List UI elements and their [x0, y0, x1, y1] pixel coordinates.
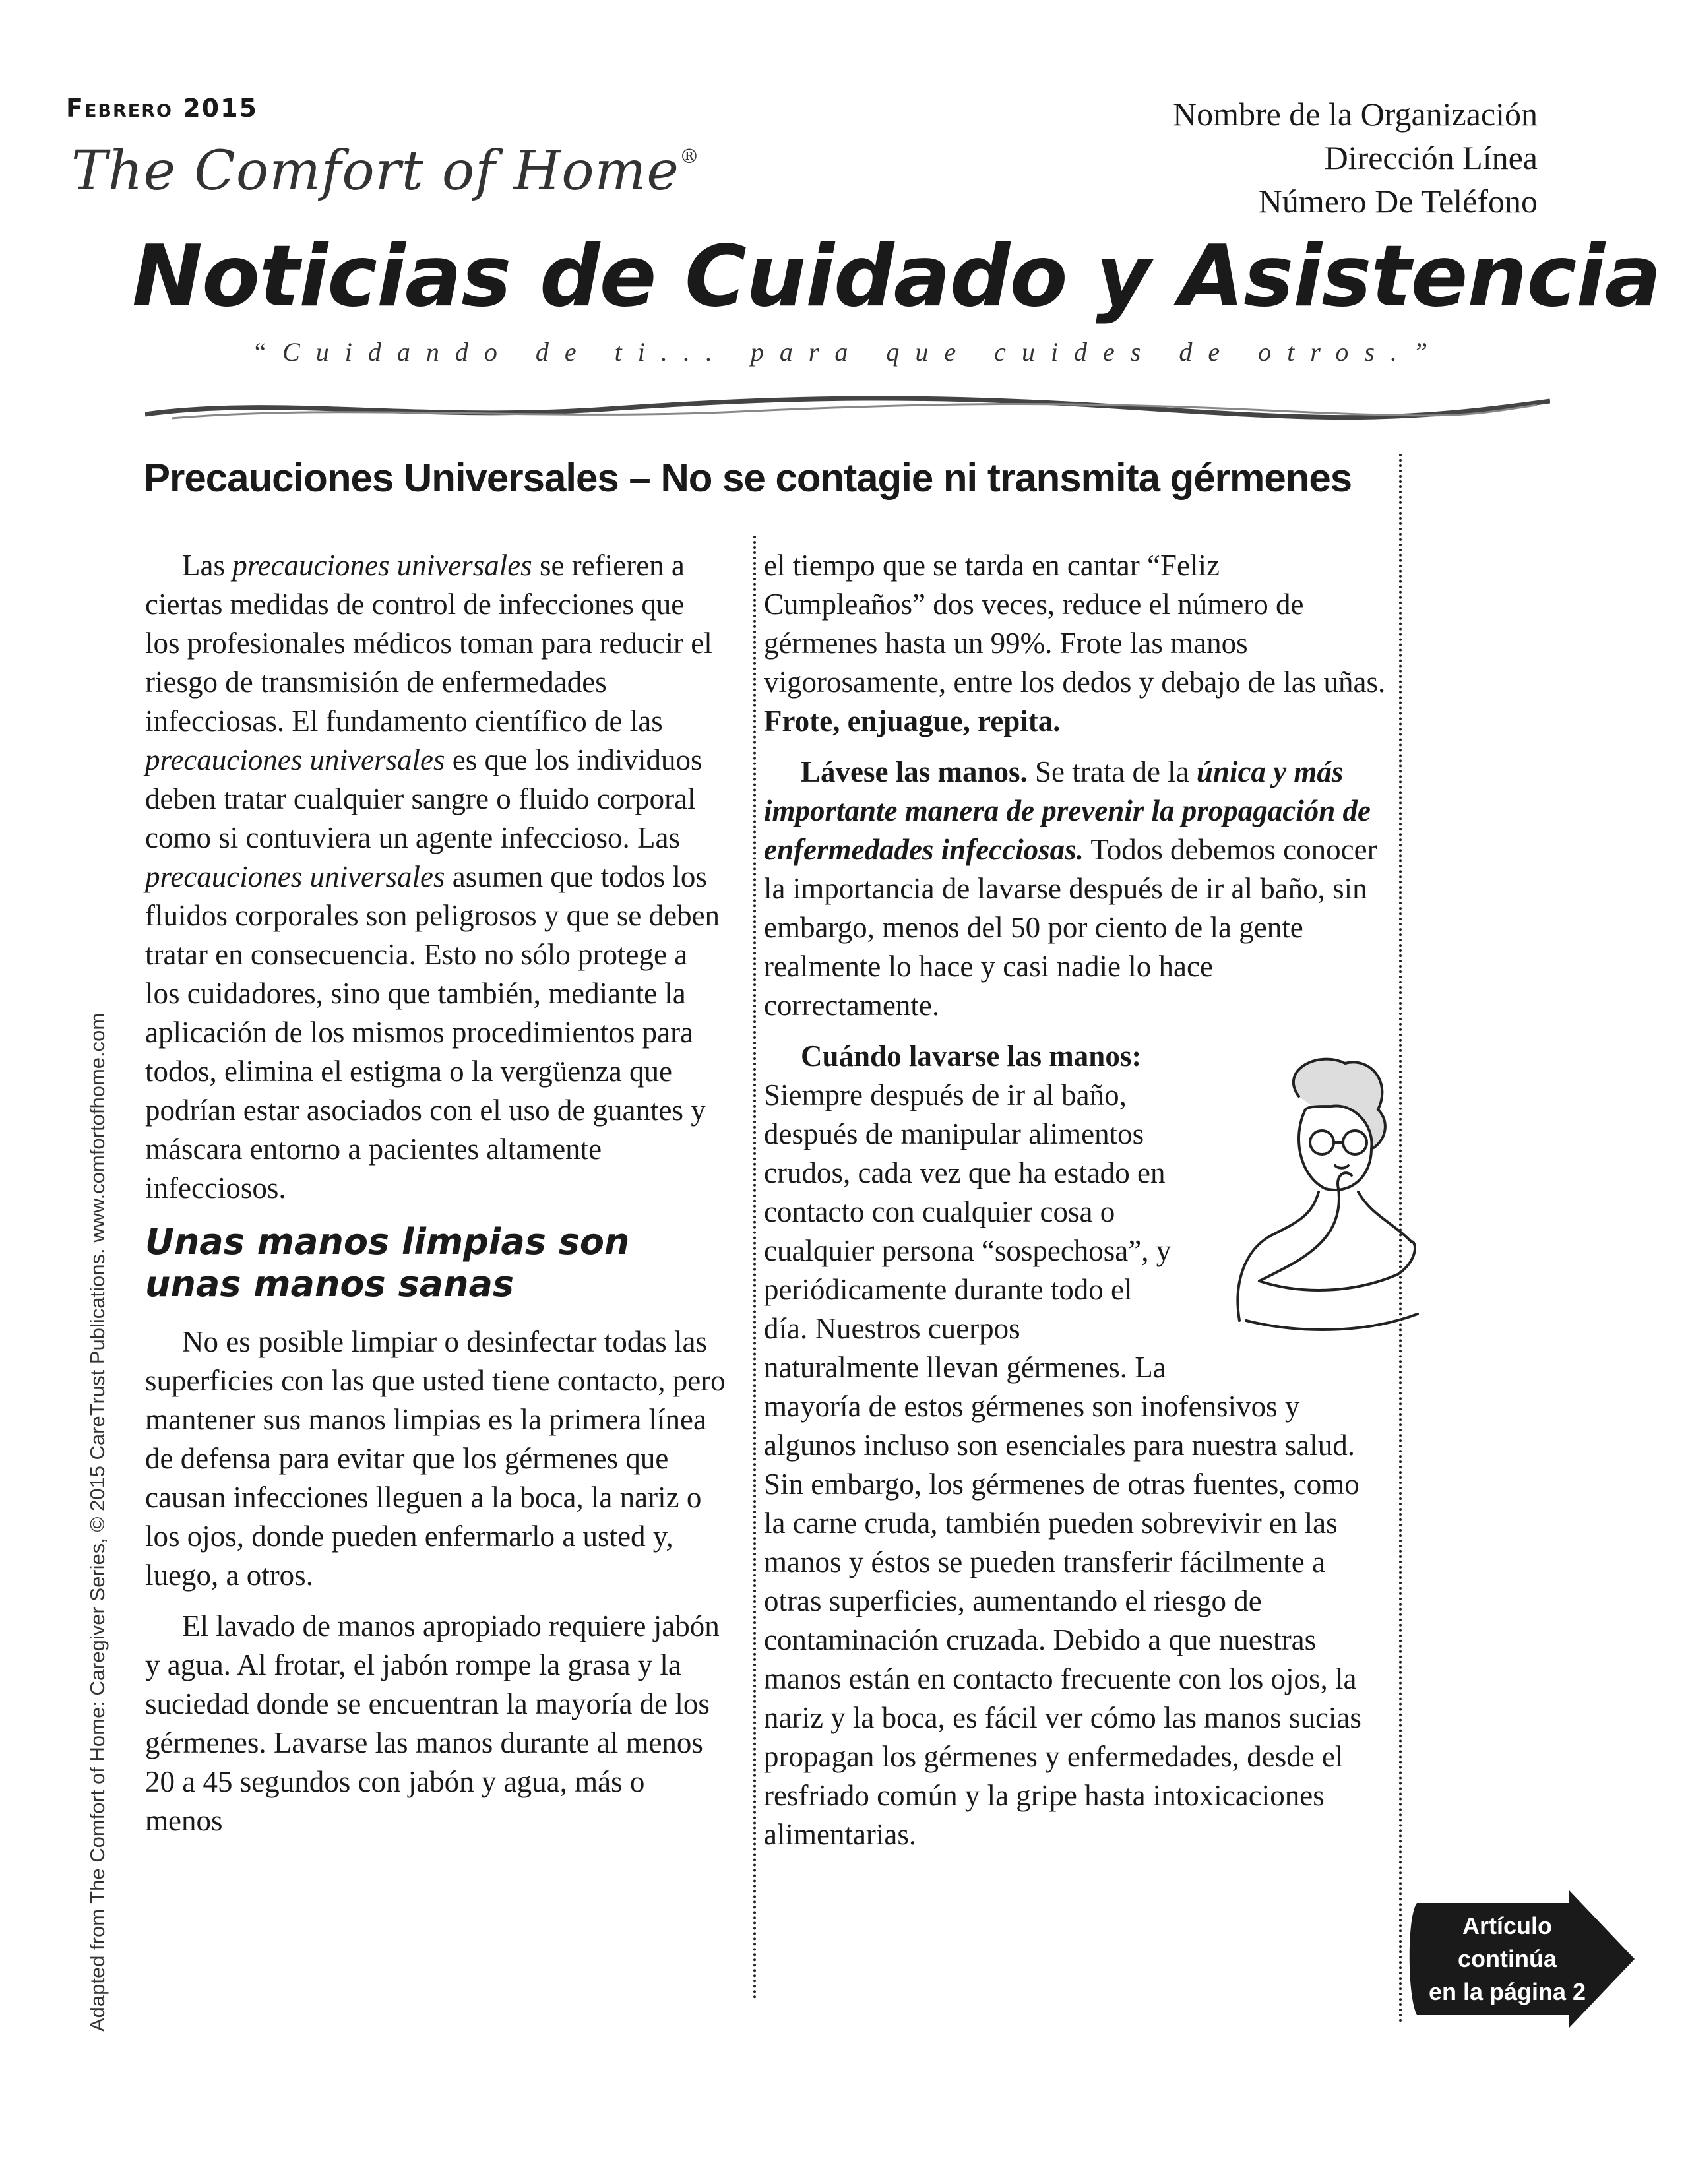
continue-label[interactable] [1425, 1910, 1590, 2009]
paragraph-universal-precautions: Las precauciones universales se refieren a ciertas medidas de control de infecciones que los profesionales médicos toman para reducir el riesgo de transmisión de enfermedades infecciosas. El fundamento científico de las precauciones universales es que los individuos deben tratar cualquier sangre o fluido corporal como si contuviera un agente infeccioso. Las precauciones universales asumen que todos los fluidos corporales son peligrosos y que se deben tratar en consecuencia. Esto no sólo protege a los cuidadores, sino que también, mediante la aplicación de los mismos procedimientos para todos, elimina el estigma o la vergüenza que podrían estar asociados con el uso de guantes y máscara entorno a pacientes altamente infecciosos. [145, 549, 720, 1204]
copyright-credit: Adapted from The Comfort of Home: Caregiver Series, © 2015 CareTrust Publications. www.comfortofhome.com [86, 1013, 109, 2032]
continue-line-1: Artículo continúa [1458, 1912, 1557, 1972]
continue-line-2: en la página 2 [1428, 1978, 1586, 2005]
brand-logo [71, 140, 700, 203]
paragraph-proper-handwashing: El lavado de manos apropiado requiere jabón y agua. Al frotar, el jabón rompe la grasa y la suciedad donde se encuentran la mayoría de los gérmenes. Lavarse las manos durante al menos 20 a 45 segundos con jabón y agua, más o menos [145, 1609, 720, 1837]
subheading-clean-hands: Unas manos limpias son unas manos sanas [145, 1221, 630, 1305]
swoosh-divider [145, 389, 1550, 429]
org-name: Nombre de la Organización [1172, 96, 1538, 133]
tagline: “Cuidando de ti... para que cuides de otros.” [251, 337, 1444, 367]
brand-name: The Comfort of Home [71, 140, 679, 203]
newsletter-title: Noticias de Cuidado y Asistencia [132, 228, 1661, 326]
right-column [764, 546, 1387, 1866]
paragraph-clean-surfaces: No es posible limpiar o desinfectar todas las superficies con las que usted tiene contacto, pero mantener sus manos limpias es la primera línea de defensa para evitar que los gérmenes que causan infecciones lleguen a la boca, la nariz o los ojos, donde pueden enfermarlo a usted y, luego, a otros. [145, 1325, 726, 1592]
left-column [145, 546, 726, 1852]
article-title: Precauciones Universales – No se contagie ni transmita gérmenes [144, 456, 1352, 500]
paragraph-wash-hands: Lávese las manos. Se trata de la única y más importante manera de prevenir la propagación de enfermedades infecciosas. Todos debemos conocer la importancia de lavarse después de ir al baño, sin embargo, menos del 50 por ciento de la gente realmente lo hace y casi nadie lo hace correctamente. [764, 755, 1377, 1022]
paragraph-when-to-wash: Cuándo lavarse las manos: Siempre después de ir al baño, después de manipular alimentos crudos, cada vez que ha estado en contacto con cualquier cosa o cualquier persona “sospechosa”, y periódicamente durante todo el día. Nuestros cuerpos naturalmente llevan gérmenes. La mayoría de estos gérmenes son inofensivos y algunos incluso son esenciales para nuestra salud. Sin embargo, los gérmenes de otras fuentes, como la carne cruda, también pueden sobrevivir en las manos y éstos se pueden transferir fácilmente a otras superficies, aumentando el riesgo de contaminación cruzada. Debido a que nuestras manos están en contacto frecuente con los ojos, la nariz y la boca, es fácil ver cómo las manos sucias propagan los gérmenes y enfermedades, desde el resfriado común y la gripe hasta intoxicaciones alimentarias. [764, 1037, 1387, 1854]
thinking-woman-illustration [1183, 1044, 1387, 1354]
org-address: Dirección Línea [1324, 139, 1538, 176]
column-divider [753, 536, 756, 2000]
issue-date: Febrero 2015 [66, 94, 258, 123]
paragraph-continued: el tiempo que se tarda en cantar “Feliz Cumpleaños” dos veces, reduce el número de gérmenes hasta un 99%. Frote las manos vigorosamente, entre los dedos y debajo de las uñas. Frote, enjuague, repita. [764, 549, 1386, 737]
org-phone: Número De Teléfono [1258, 183, 1538, 220]
registered-mark: ® [679, 145, 700, 168]
organization-info [1173, 92, 1538, 223]
